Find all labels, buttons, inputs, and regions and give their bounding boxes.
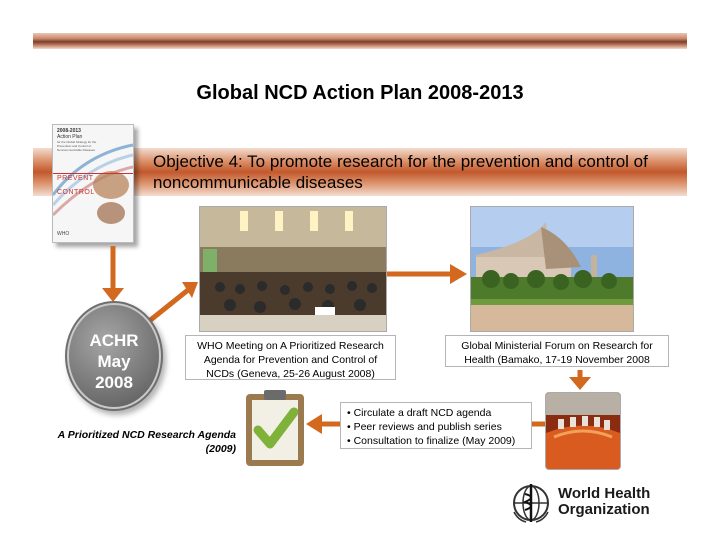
geneva-meeting-photo: [199, 206, 387, 332]
geneva-photo-artwork: [200, 207, 386, 331]
achr-line-1: ACHR: [89, 331, 139, 350]
cover-years: 2008-2013: [57, 128, 81, 134]
meeting-room-artwork: [546, 393, 620, 469]
meeting-room-photo: [545, 392, 621, 470]
next-step-item: • Peer reviews and publish series: [347, 421, 502, 433]
cover-footer: WHO: [57, 231, 70, 237]
objective-text: Objective 4: To promote research for the prevention and control of noncommunicable diseases: [153, 152, 648, 192]
cover-word-prevent: PREVENT: [57, 175, 94, 182]
bamako-forum-photo: [470, 206, 634, 332]
bamako-forum-caption: Global Ministerial Forum on Research for Health (Bamako, 17-19 November 2008: [445, 335, 669, 367]
clipboard-check-icon: [244, 388, 306, 468]
achr-line-3: 2008: [95, 373, 133, 392]
agenda-line-1: A Prioritized NCD Research Agenda: [57, 429, 236, 441]
next-step-item: • Circulate a draft NCD agenda: [347, 407, 492, 419]
slide-title: Global NCD Action Plan 2008-2013: [196, 82, 524, 104]
arrow-bamako-to-next-head: [569, 377, 591, 390]
arrow-geneva-to-bamako-head: [450, 264, 467, 284]
achr-line-2: May: [97, 352, 131, 371]
next-step-item: • Consultation to finalize (May 2009): [347, 435, 516, 447]
agenda-line-2: (2009): [205, 443, 236, 455]
next-steps-list: [340, 402, 532, 449]
prioritized-agenda-label: [40, 428, 236, 456]
bamako-photo-artwork: [471, 207, 633, 331]
cover-subtitle: Action Plan: [57, 134, 83, 140]
who-logo-line-1: World Health: [558, 485, 651, 502]
who-logo-text: [558, 486, 650, 518]
arrow-steps-to-agenda-head: [306, 414, 322, 434]
who-emblem-icon: [510, 482, 552, 524]
who-emblem-artwork: [510, 482, 552, 524]
cover-word-control: CONTROL: [57, 189, 95, 196]
arrow-achr-to-geneva: [148, 290, 188, 322]
geneva-meeting-caption: WHO Meeting on A Prioritized Research Agenda for Prevention and Control of NCDs (Geneva, 25-26 August 2008): [185, 335, 396, 380]
clipboard-check-artwork: [244, 388, 306, 468]
achr-badge-text: [69, 330, 159, 393]
who-logo-line-2: Organization: [558, 501, 650, 518]
cover-description: for the Global Strategy for the Prevention and Control of Noncommunicable Diseases: [57, 140, 97, 152]
arrow-cover-to-achr-head: [102, 288, 124, 302]
